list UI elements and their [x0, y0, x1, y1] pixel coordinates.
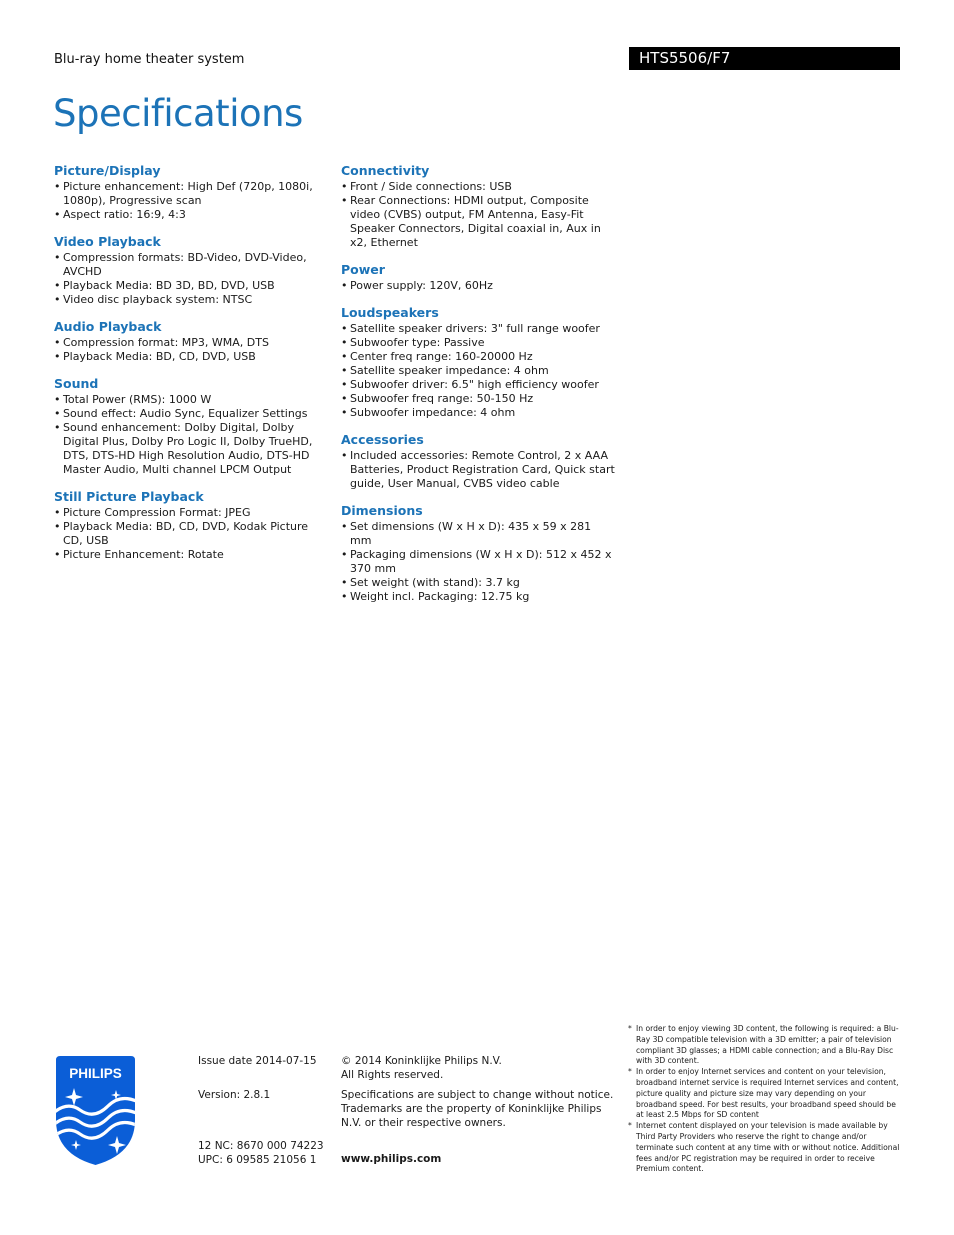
footnote: * In order to enjoy viewing 3D content, the following is required: a Blu-Ray 3D compatible television with a 3D emitter; a pair of television compliant 3D glasses; a HDMI cable connection; and a Blu-Ray Disc with 3D content.	[628, 1024, 900, 1067]
spec-item: • Compression formats: BD-Video, DVD-Video, AVCHD	[54, 251, 330, 279]
spec-item: • Subwoofer freq range: 50-150 Hz	[341, 392, 616, 406]
spec-item: • Satellite speaker impedance: 4 ohm	[341, 364, 616, 378]
issue-date: Issue date 2014-07-15	[198, 1055, 317, 1067]
spec-item: • Playback Media: BD, CD, DVD, Kodak Picture CD, USB	[54, 520, 330, 548]
section-title: Dimensions	[341, 503, 423, 518]
spec-item: • Picture Compression Format: JPEG	[54, 506, 330, 520]
section-title: Accessories	[341, 432, 424, 447]
spec-item: • Playback Media: BD 3D, BD, DVD, USB	[54, 279, 330, 293]
spec-item: • Picture Enhancement: Rotate	[54, 548, 330, 562]
spec-list	[54, 251, 330, 307]
spec-item: • Packaging dimensions (W x H x D): 512 x 452 x 370 mm	[341, 548, 616, 576]
spec-section-loudspeakers	[341, 305, 616, 420]
spec-list	[341, 279, 616, 293]
footnote: * In order to enjoy Internet services and content on your television, broadband internet service is required Internet services and content, picture quality and picture size may vary depending on your broadband speed. For best results, your broadband speed should be at least 2.5 Mbps for SD content	[628, 1067, 900, 1121]
spec-item: • Included accessories: Remote Control, 2 x AAA Batteries, Product Registration Card, Quick start guide, User Manual, CVBS video cable	[341, 449, 616, 491]
philips-shield-logo	[54, 1054, 137, 1167]
spec-column-right	[341, 163, 616, 616]
spec-section-connectivity	[341, 163, 616, 250]
spec-section-sound	[54, 376, 330, 477]
philips-logo-wordmark: PHILIPS	[69, 1066, 122, 1081]
spec-item: • Aspect ratio: 16:9, 4:3	[54, 208, 330, 222]
spec-column-left	[54, 163, 330, 574]
model-badge: HTS5506/F7	[629, 47, 900, 70]
spec-item: • Front / Side connections: USB	[341, 180, 616, 194]
section-title: Still Picture Playback	[54, 489, 204, 504]
spec-item: • Subwoofer type: Passive	[341, 336, 616, 350]
nc-code: 12 NC: 8670 000 74223	[198, 1140, 324, 1152]
spec-item: • Satellite speaker drivers: 3" full range woofer	[341, 322, 616, 336]
page-title: Specifications	[53, 92, 303, 135]
section-title: Sound	[54, 376, 99, 391]
spec-section-still-picture-playback	[54, 489, 330, 562]
spec-item: • Set dimensions (W x H x D): 435 x 59 x 281 mm	[341, 520, 616, 548]
spec-item: • Subwoofer impedance: 4 ohm	[341, 406, 616, 420]
spec-item: • Center freq range: 160-20000 Hz	[341, 350, 616, 364]
section-title: Picture/Display	[54, 163, 161, 178]
section-title: Connectivity	[341, 163, 430, 178]
spec-item: • Sound enhancement: Dolby Digital, Dolby Digital Plus, Dolby Pro Logic II, Dolby TrueHD, DTS, DTS-HD High Resolution Audio, DTS-HD Master Audio, Multi channel LPCM Output	[54, 421, 330, 477]
spec-list	[54, 506, 330, 562]
copyright	[341, 1054, 502, 1082]
spec-item: • Rear Connections: HDMI output, Composite video (CVBS) output, FM Antenna, Easy-Fit Speaker Connectors, Digital coaxial in, Aux in x2, Ethernet	[341, 194, 616, 250]
spec-item: • Total Power (RMS): 1000 W	[54, 393, 330, 407]
spec-item: • Sound effect: Audio Sync, Equalizer Settings	[54, 407, 330, 421]
spec-item: • Set weight (with stand): 3.7 kg	[341, 576, 616, 590]
spec-item: • Weight incl. Packaging: 12.75 kg	[341, 590, 616, 604]
spec-section-accessories	[341, 432, 616, 491]
spec-item: • Video disc playback system: NTSC	[54, 293, 330, 307]
section-title: Power	[341, 262, 385, 277]
spec-item: • Picture enhancement: High Def (720p, 1080i, 1080p), Progressive scan	[54, 180, 330, 208]
rights-line: All Rights reserved.	[341, 1069, 444, 1081]
spec-item: • Playback Media: BD, CD, DVD, USB	[54, 350, 330, 364]
section-title: Loudspeakers	[341, 305, 439, 320]
spec-list	[54, 393, 330, 477]
section-title: Video Playback	[54, 234, 161, 249]
spec-item: • Power supply: 120V, 60Hz	[341, 279, 616, 293]
section-title: Audio Playback	[54, 319, 162, 334]
spec-list	[54, 336, 330, 364]
spec-section-dimensions	[341, 503, 616, 604]
spec-list	[341, 520, 616, 604]
spec-list	[54, 180, 330, 222]
spec-item: • Compression format: MP3, WMA, DTS	[54, 336, 330, 350]
version: Version: 2.8.1	[198, 1089, 271, 1101]
spec-section-picture-display	[54, 163, 330, 222]
spec-list	[341, 180, 616, 250]
website-link[interactable]: www.philips.com	[341, 1153, 442, 1165]
upc-code: UPC: 6 09585 21056 1	[198, 1154, 317, 1166]
spec-section-video-playback	[54, 234, 330, 307]
spec-section-audio-playback	[54, 319, 330, 364]
spec-section-power	[341, 262, 616, 293]
spec-list	[341, 322, 616, 420]
spec-item: • Subwoofer driver: 6.5" high efficiency woofer	[341, 378, 616, 392]
spec-list	[341, 449, 616, 491]
header-subtitle: Blu-ray home theater system	[54, 52, 245, 67]
spec-notice: Specifications are subject to change without notice. Trademarks are the property of Koninklijke Philips N.V. or their respective owners.	[341, 1089, 614, 1129]
footnote: * Internet content displayed on your television is made available by Third Party Providers who reserve the right to change and/or terminate such content at any time with or without notice. Additional fees and/or PC registration may be required in order to receive Premium content.	[628, 1121, 900, 1175]
copyright-line: © 2014 Koninklijke Philips N.V.	[341, 1055, 502, 1067]
footnotes	[628, 1024, 900, 1175]
product-codes	[198, 1139, 324, 1167]
